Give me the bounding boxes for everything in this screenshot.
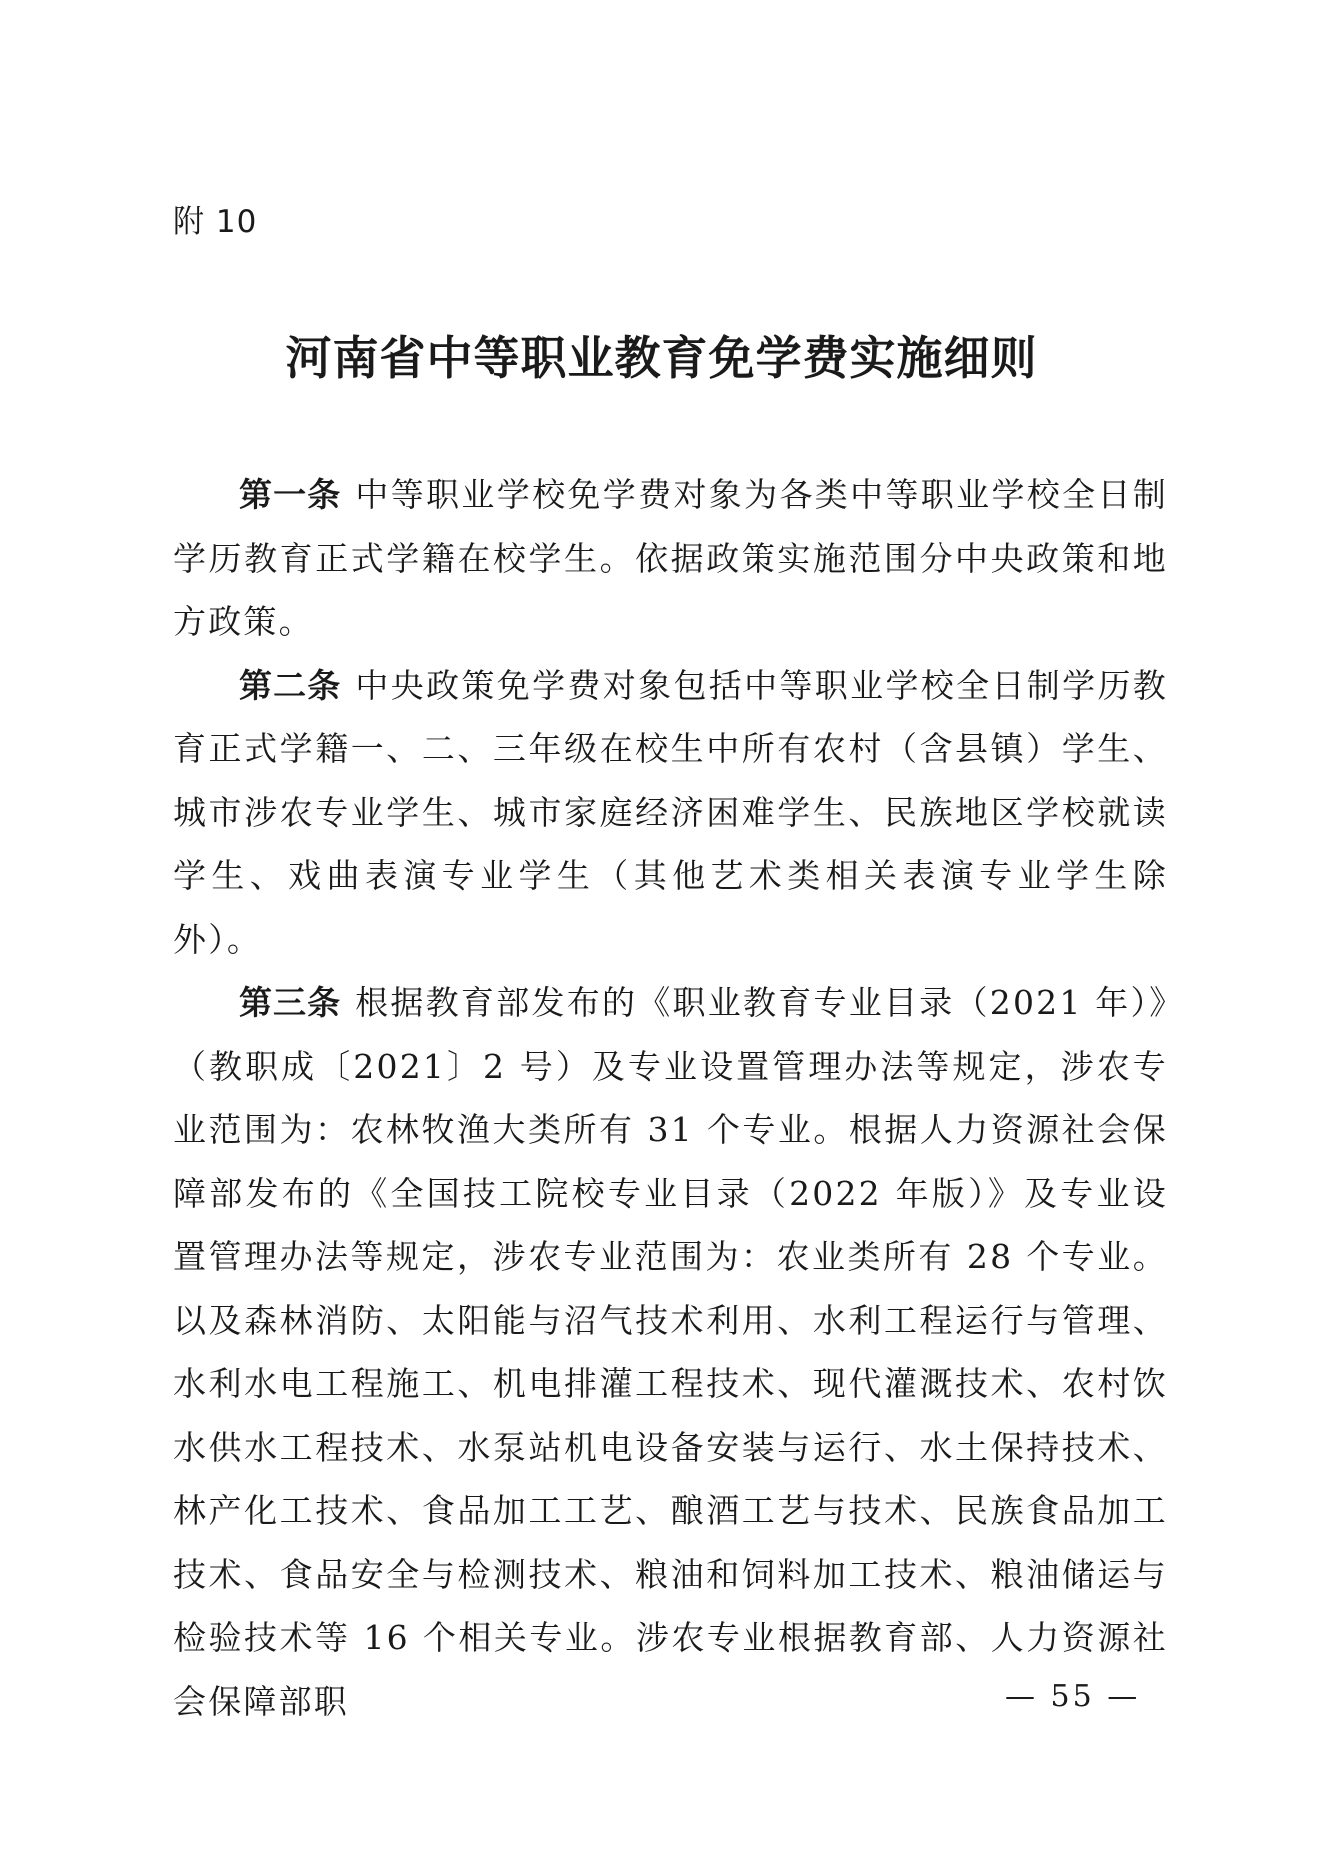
- document-body: [173, 463, 1168, 1733]
- attachment-label: 附 10: [173, 204, 258, 240]
- document-title: 河南省中等职业教育免学费实施细则: [285, 331, 1038, 385]
- article-text: 中等职业学校免学费对象为各类中等职业学校全日制学历教育正式学籍在校学生。依据政策实施范围分中央政策和地方政策。: [173, 475, 1169, 641]
- article-number: 第二条: [239, 665, 342, 705]
- page-number: — 55 —: [1005, 1679, 1141, 1714]
- article-paragraph: [173, 654, 1168, 972]
- article-text: 中央政策免学费对象包括中等职业学校全日制学历教育正式学籍一、二、三年级在校生中所有农村（含县镇）学生、城市涉农专业学生、城市家庭经济困难学生、民族地区学校就读学生、戏曲表演专业学生（其他艺术类相关表演专业学生除外）。: [173, 665, 1169, 959]
- article-number: 第一条: [239, 475, 342, 514]
- article-text: 根据教育部发布的《职业教育专业目录（2021 年）》（教职成〔2021〕2 号）及专业设置管理办法等规定，涉农专业范围为：农林牧渔大类所有 31 个专业。根据人力资源社会保障部发布的《全国技工院校专业目录（2022 年版）》及专业设置管理办法等规定，涉农专业范围为：农业类所有 28 个专业。以及森林消防、太阳能与沼气技术利用、水利工程运行与管理、水利水电工程施工、机电排灌工程技术、现代灌溉技术、农村饮水供水工程技术、水泵站机电设备安装与运行、水土保持技术、林产化工技术、食品加工工艺、酿酒工艺与技术、民族食品加工技术、食品安全与检测技术、粮油和饲料加工技术、粮油储运与检验技术等 16 个相关专业。涉农专业根据教育部、人力资源社会保障部职: [173, 983, 1168, 1721]
- article-paragraph: [173, 463, 1168, 654]
- article-number: 第三条: [239, 983, 342, 1022]
- article-paragraph: [173, 971, 1168, 1733]
